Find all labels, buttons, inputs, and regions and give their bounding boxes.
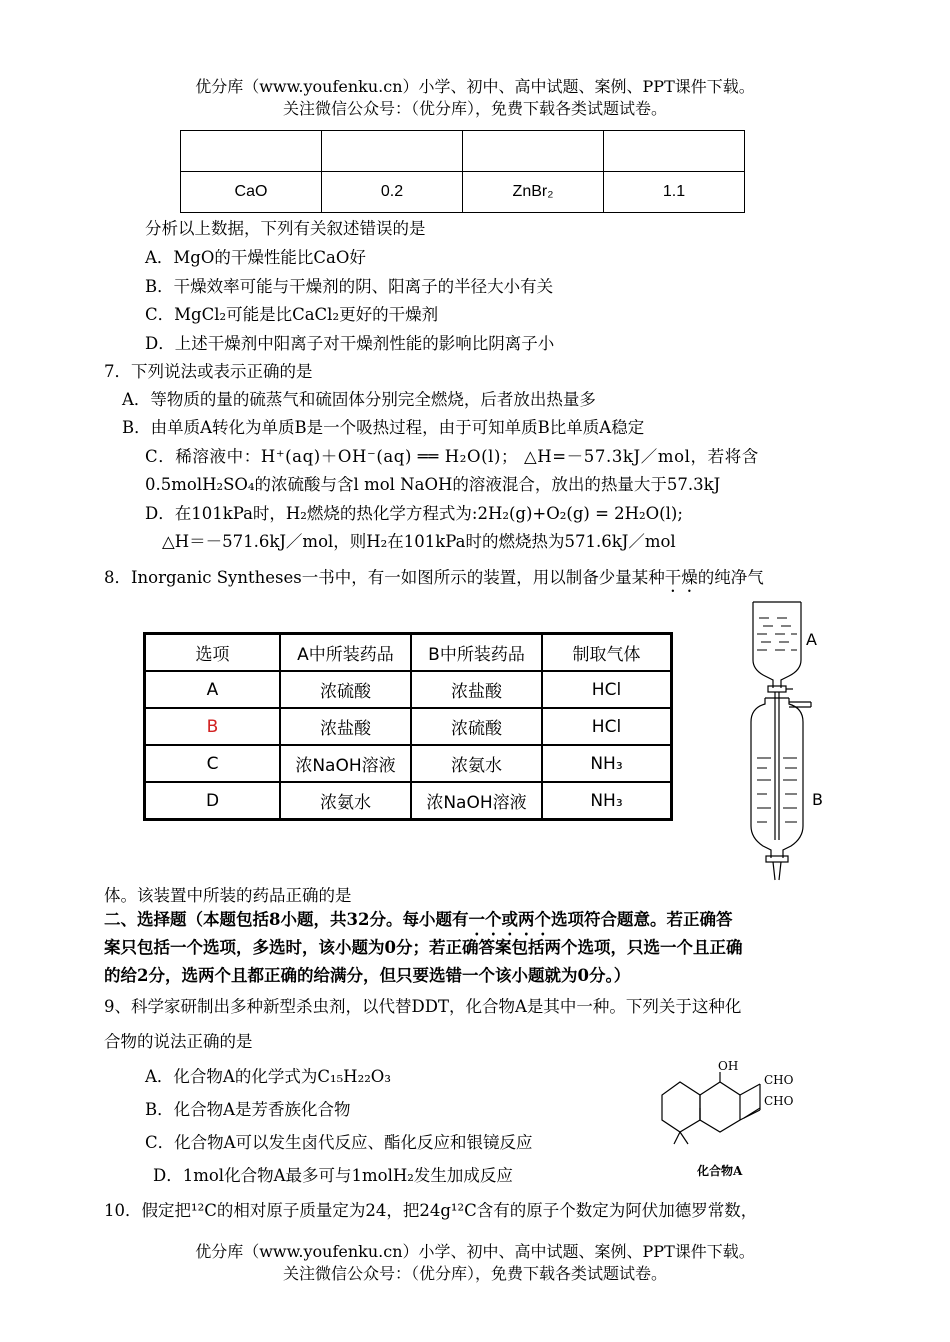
q7-option-b: B．由单质A转化为单质B是一个吸热过程，由于可知单质B比单质A稳定 [122,418,645,437]
q9-stem-line2: 合物的说法正确的是 [104,1032,253,1051]
table-cell: 0.2 [322,172,463,213]
q6-option-d: D．上述干燥剂中阳离子对干燥剂性能的影响比阴离子小 [145,334,555,353]
table-cell: CaO [181,172,322,213]
struct-cho-label-1: CHO [764,1073,794,1087]
table-row: A 浓硫酸 浓盐酸 HCl [145,671,672,708]
q7-option-a: A．等物质的量的硫蒸气和硫固体分别完全燃烧，后者放出热量多 [122,390,596,409]
q7-option-c-line1: C．稀溶液中：H⁺(aq)＋OH⁻(aq) ══ H₂O(l)； △H=－57.3kJ／mol，若将含 [145,447,759,466]
q6-option-b: B．干燥效率可能与干燥剂的阴、阳离子的半径大小有关 [145,277,554,296]
table-row: C 浓NaOH溶液 浓氨水 NH₃ [145,745,672,782]
table-row: B 浓盐酸 浓硫酸 HCl [145,708,672,745]
section2-instructions-line2: 案只包括一个选项，多选时，该小题为0分；若正确答案包括两个选项，只选一个且正确 [104,938,743,957]
vessel-label-b: B [812,790,823,809]
struct-oh-label: OH [718,1059,739,1073]
q9-option-c: C．化合物A可以发生卤代反应、酯化反应和银镜反应 [145,1133,533,1152]
apparatus-diagram [735,598,845,883]
column-header: 选项 [145,634,281,672]
emphasis-text: 一个或两个 [468,910,551,929]
q6-option-a: A．MgO的干燥性能比CaO好 [145,248,366,267]
struct-cho-label-2: CHO [764,1094,794,1108]
q9-option-d: D．1mol化合物A最多可与1molH₂发生加成反应 [153,1166,513,1185]
q9-option-a: A．化合物A的化学式为C₁₅H₂₂O₃ [145,1067,391,1086]
q10-stem: 10．假定把¹²C的相对原子质量定为24，把24g¹²C含有的原子个数定为阿伏加德罗常数， [104,1201,758,1220]
page-header-line1: 优分库（www.youfenku.cn）小学、初中、高中试题、案例、PPT课件下载。 [195,77,755,96]
page-footer-line1: 优分库（www.youfenku.cn）小学、初中、高中试题、案例、PPT课件下载。 [195,1242,755,1261]
table-cell: 1.1 [604,172,745,213]
column-header: 制取气体 [542,634,672,672]
q8-stem-end: 体。该装置中所装的药品正确的是 [104,886,352,905]
section2-instructions-line1: 二、选择题（本题包括8小题，共32分。每小题有一个或两个选项符合题意。若正确答 [104,910,733,929]
q6-option-c: C．MgCl₂可能是比CaCl₂更好的干燥剂 [145,305,439,324]
q7-stem: 7．下列说法或表示正确的是 [104,362,313,381]
page-footer-line2: 关注微信公众号：（优分库），免费下载各类试题试卷。 [282,1264,667,1283]
struct-caption: 化合物A [697,1164,743,1178]
q7-option-c-line2: 0.5molH₂SO₄的浓硫酸与含l mol NaOH的溶液混合，放出的热量大于57.3kJ [145,475,721,494]
q9-stem-line1: 9、科学家研制出多种新型杀虫剂，以代替DDT，化合物A是其中一种。下列关于这种化 [104,997,742,1016]
q6-stem: 分析以上数据，下列有关叙述错误的是 [145,219,426,238]
table-row [181,131,745,172]
desiccant-table [180,130,745,213]
table-row: D 浓氨水 浓NaOH溶液 NH₃ [145,782,672,820]
table-row [181,172,745,213]
q9-option-b: B．化合物A是芳香族化合物 [145,1100,351,1119]
q8-stem: 8．Inorganic Syntheses一书中，有一如图所示的装置，用以制备少量某种干燥的纯净气 [104,568,764,587]
column-header: A中所装药品 [280,634,411,672]
q7-option-d-line1: D．在101kPa时，H₂燃烧的热化学方程式为:2H₂(g)+O₂(g) = 2H₂O(l); [145,504,683,523]
page-header-line2: 关注微信公众号：（优分库），免费下载各类试题试卷。 [282,99,667,118]
q7-option-d-line2: △H＝－571.6kJ／mol，则H₂在101kPa时的燃烧热为571.6kJ／mol [162,532,676,551]
emphasis-text: 干燥 [664,568,698,587]
column-header: B中所装药品 [411,634,542,672]
vessel-label-a: A [806,630,817,649]
section2-instructions-line3: 的给2分，选两个且都正确的给满分，但只要选错一个该小题就为0分。） [104,966,631,985]
table-cell: ZnBr₂ [463,172,604,213]
reagent-table [143,632,673,821]
table-header-row [145,634,672,672]
highlighted-option: B [145,708,281,745]
